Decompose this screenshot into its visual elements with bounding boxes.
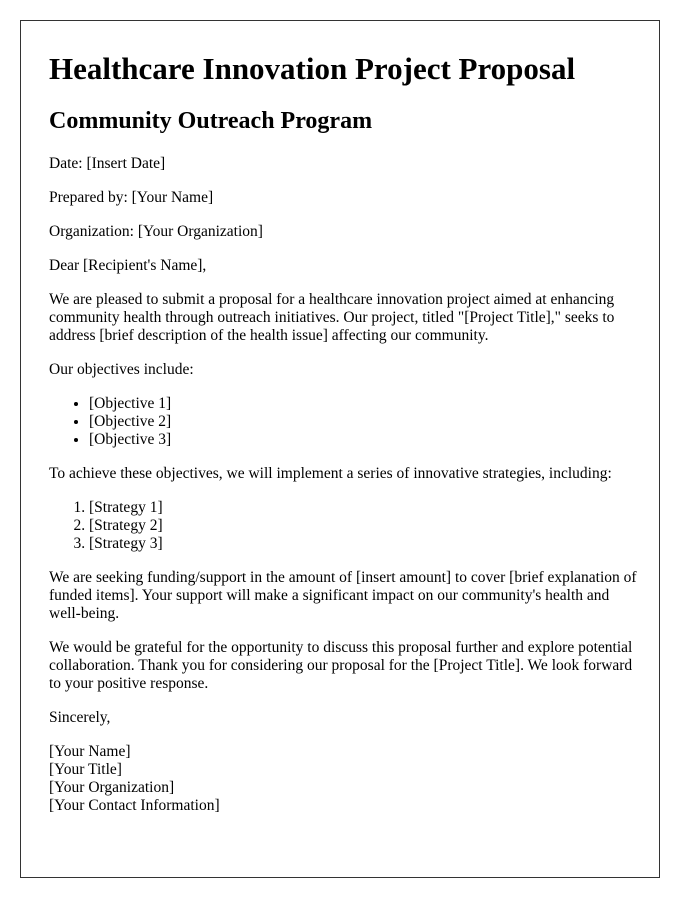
strategy-item: 3. [Strategy 3] [89,535,639,553]
signature-title: [Your Title] [49,761,122,778]
signature-name: [Your Name] [49,743,131,760]
objectives-list [49,395,639,449]
organization-line: Organization: [Your Organization] [49,223,263,240]
document-title: Healthcare Innovation Project Proposal [49,51,576,86]
strategy-item: 1. [Strategy 1] [89,499,639,517]
intro-paragraph: We are pleased to submit a proposal for a healthcare innovation project aimed at enhancing community health through outreach initiatives. Our project, titled "[Project Title]," seeks to address [brief description of the health issue] affecting our community. [49,291,615,344]
strategies-intro: To achieve these objectives, we will implement a series of innovative strategies, including: [49,465,612,482]
letter-content [49,51,639,815]
prepared-by-line: Prepared by: [Your Name] [49,189,214,206]
signature-organization: [Your Organization] [49,779,175,796]
date-line: Date: [Insert Date] [49,155,166,172]
objectives-intro: Our objectives include: [49,361,194,378]
valediction: Sincerely, [49,709,111,726]
closing-paragraph: We would be grateful for the opportunity to discuss this proposal further and explore potential collaboration. Thank you for considering our proposal for the [Project Title]. We look forward to your positive response. [49,639,633,692]
letter-page [20,20,660,878]
strategy-item: 2. [Strategy 2] [89,517,639,535]
signature-block [49,743,639,815]
funding-paragraph: We are seeking funding/support in the amount of [insert amount] to cover [brief explanation of funded items]. Your support will make a significant impact on our community's health and well-being. [49,569,637,622]
salutation: Dear [Recipient's Name], [49,257,207,274]
document-subtitle: Community Outreach Program [49,108,373,134]
signature-contact: [Your Contact Information] [49,797,220,814]
objective-item: • [Objective 3] [89,431,639,449]
objective-item: • [Objective 2] [89,413,639,431]
strategies-list [49,499,639,553]
objective-item: • [Objective 1] [89,395,639,413]
